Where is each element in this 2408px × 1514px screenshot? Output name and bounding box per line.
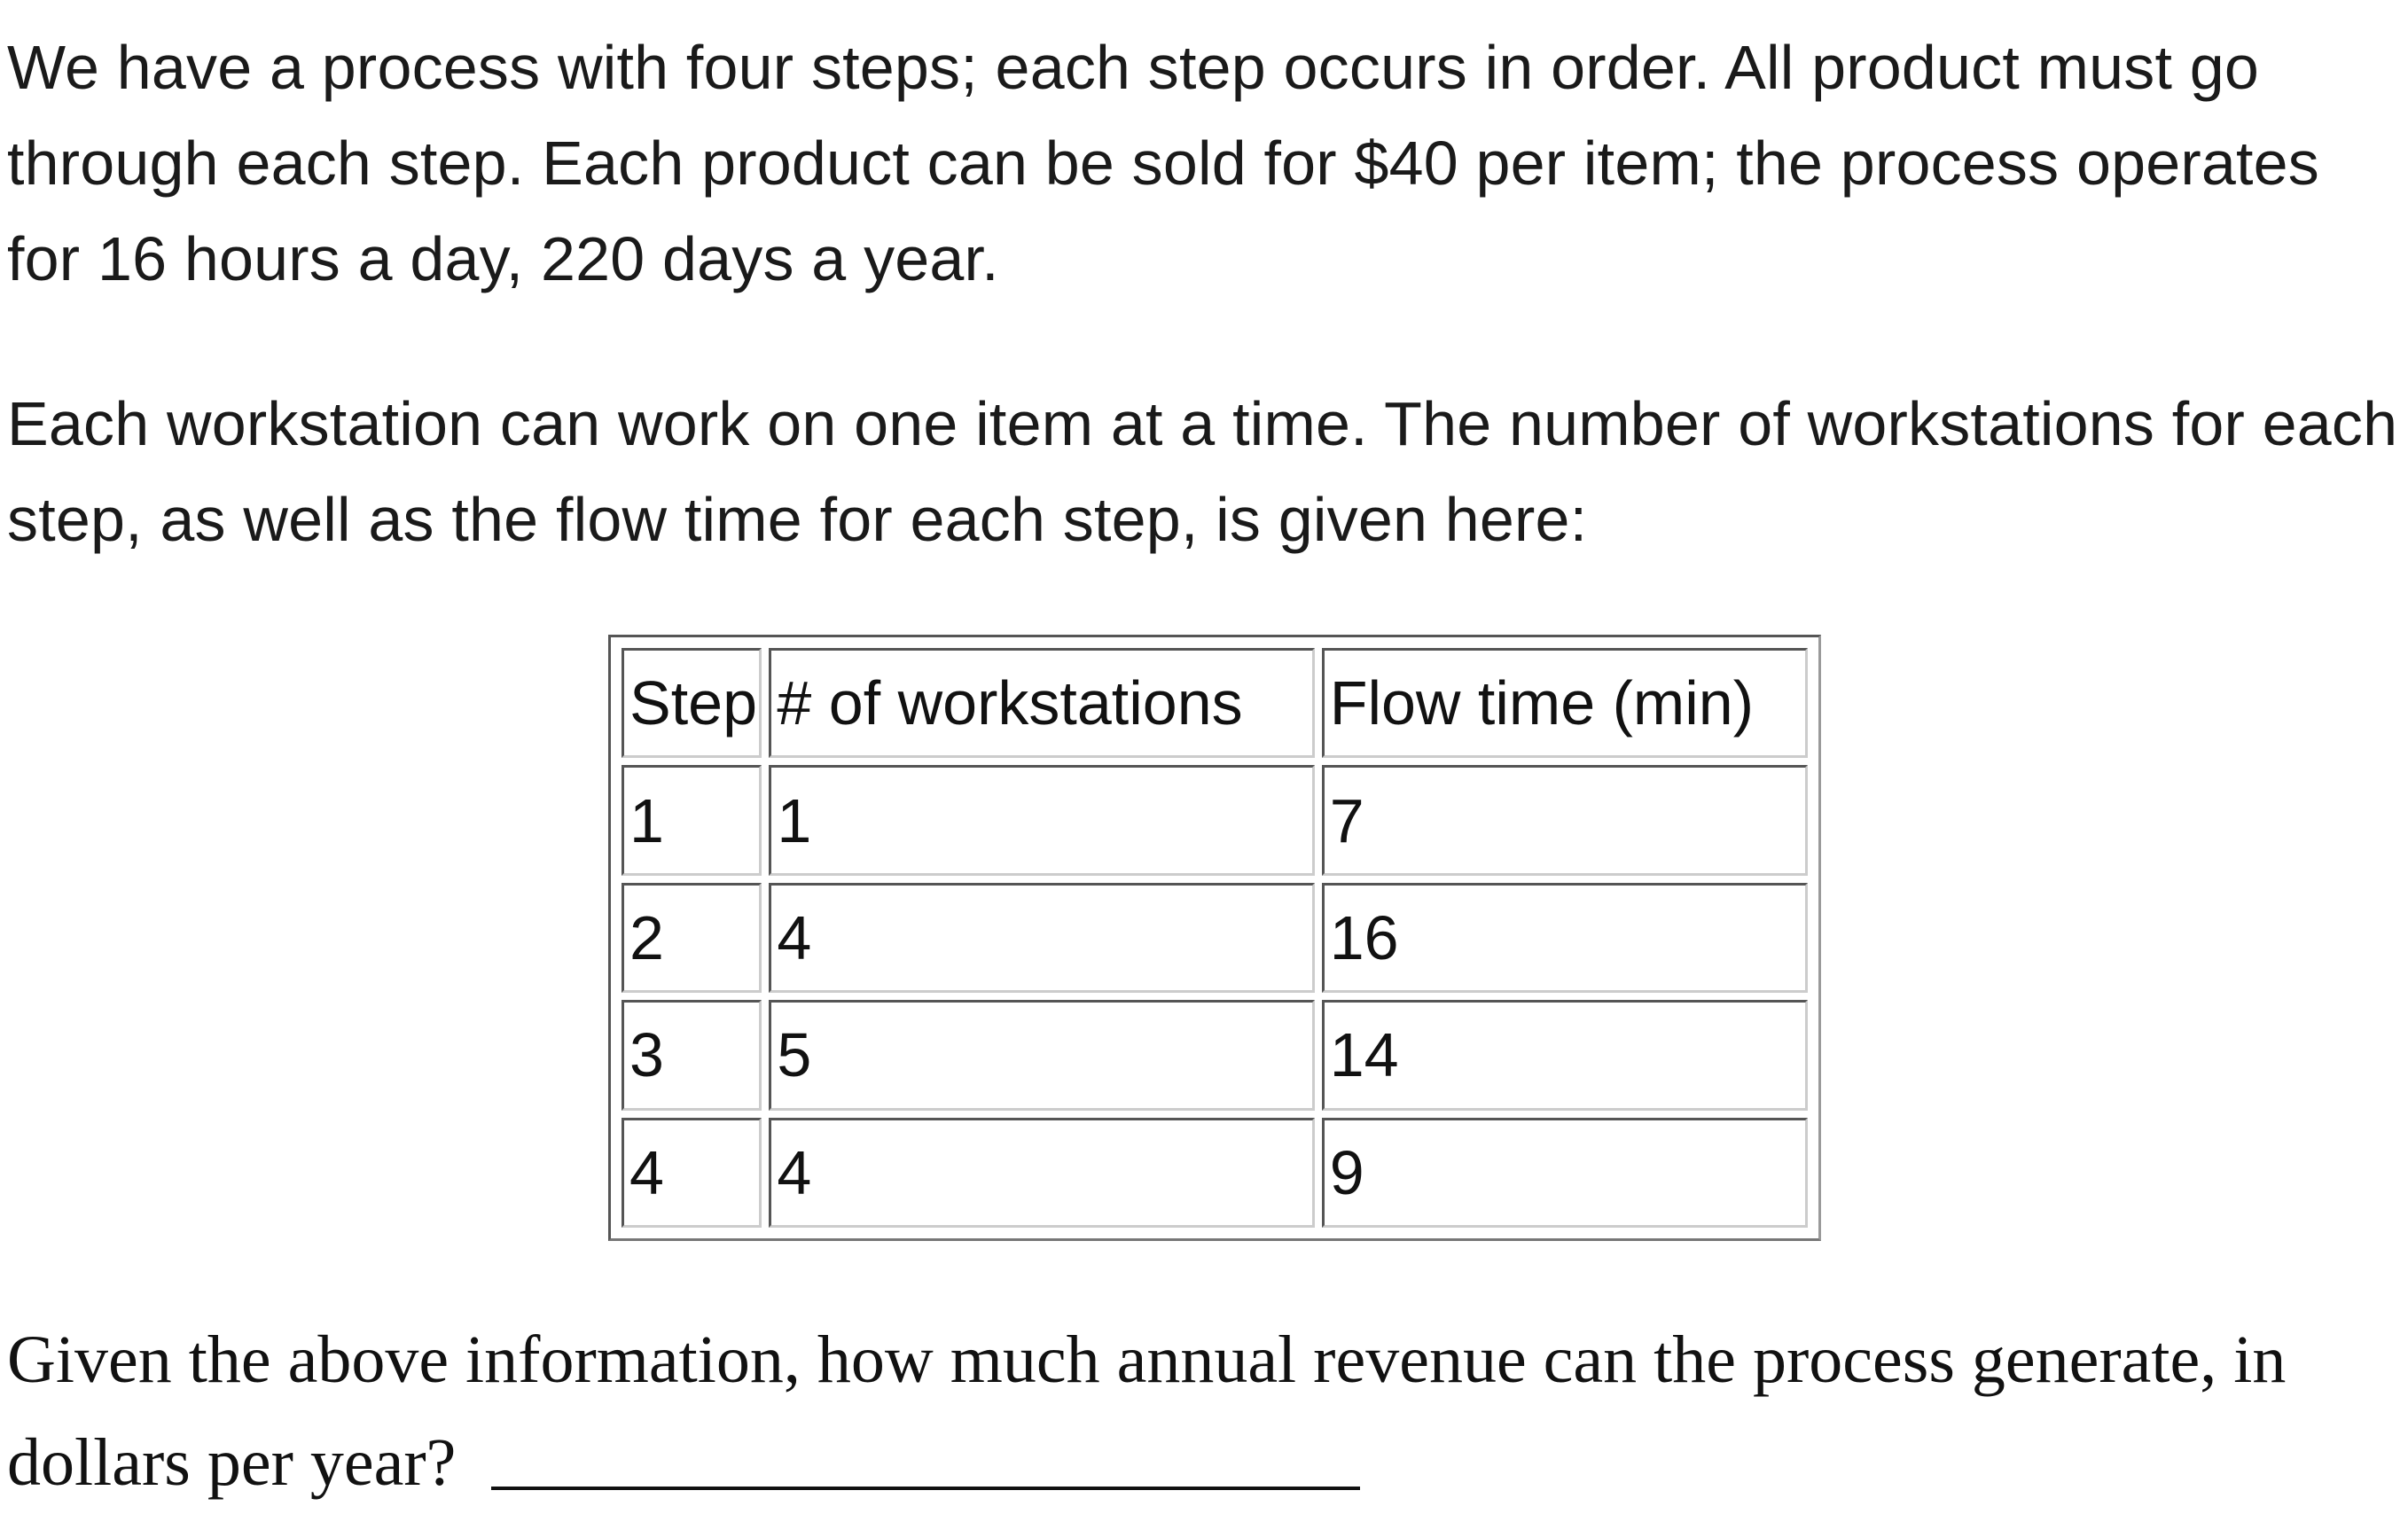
workstation-table-grid xyxy=(614,641,1815,1235)
cell-workstations: 4 xyxy=(769,883,1314,993)
header-workstations: # of workstations xyxy=(769,648,1314,758)
header-flow-time: Flow time (min) xyxy=(1322,648,1808,758)
cell-flow-time: 14 xyxy=(1322,1000,1808,1110)
cell-flow-time: 16 xyxy=(1322,883,1808,993)
cell-step: 1 xyxy=(622,765,762,875)
table-row xyxy=(622,765,1808,875)
header-step: Step xyxy=(622,648,762,758)
question-paragraph xyxy=(7,1308,2401,1514)
intro-paragraph-1: We have a process with four steps; each step occurs in order. All product must go through each step. Each product can be sold for $40 per item; the process operates for 16 hours a day, 220 days a year. xyxy=(7,33,2319,293)
table-row xyxy=(622,883,1808,993)
workstation-table xyxy=(608,635,1821,1241)
cell-step: 4 xyxy=(622,1118,762,1228)
cell-workstations: 4 xyxy=(769,1118,1314,1228)
answer-blank[interactable] xyxy=(491,1487,1360,1490)
cell-flow-time: 9 xyxy=(1322,1118,1808,1228)
table-row xyxy=(622,1118,1808,1228)
table-header-row xyxy=(622,648,1808,758)
question-text: Given the above information, how much annual revenue can the process generate, in dollars per year? xyxy=(7,1323,2287,1500)
cell-workstations: 1 xyxy=(769,765,1314,875)
cell-step: 2 xyxy=(622,883,762,993)
cell-step: 3 xyxy=(622,1000,762,1110)
intro-paragraph-2: Each workstation can work on one item at a time. The number of workstations for each step, as well as the flow time for each step, is given here: xyxy=(7,389,2398,554)
cell-workstations: 5 xyxy=(769,1000,1314,1110)
cell-flow-time: 7 xyxy=(1322,765,1808,875)
table-row xyxy=(622,1000,1808,1110)
